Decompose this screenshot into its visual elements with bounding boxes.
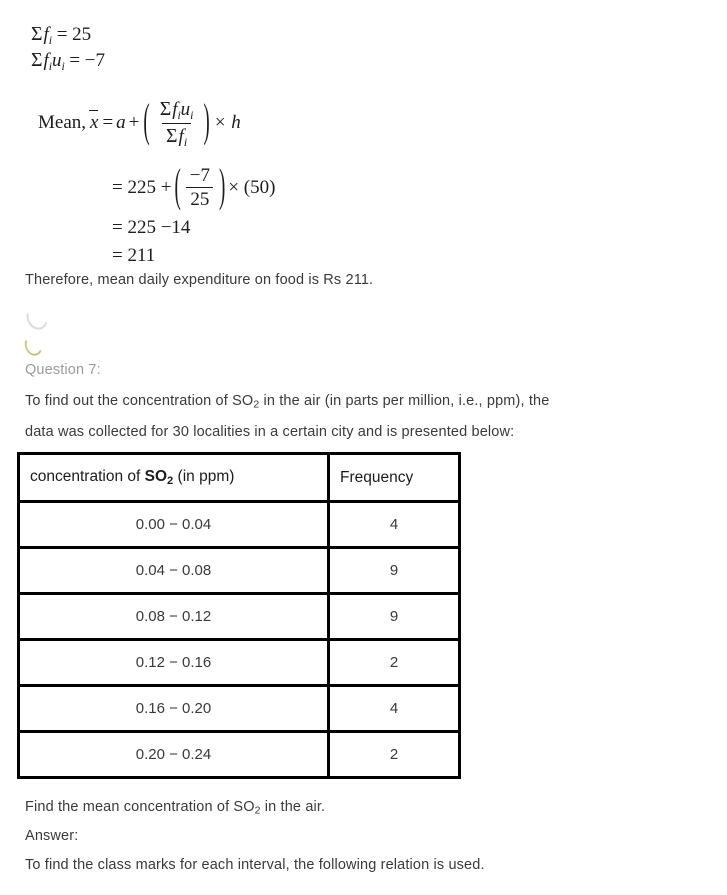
subscript-i: i	[190, 108, 194, 122]
table-row	[19, 640, 460, 686]
cell-interval: 0.08 − 0.12	[19, 594, 329, 640]
header-so2-subscript: 2	[167, 474, 174, 487]
frequency-distribution-table	[17, 452, 461, 779]
variable-f: f	[43, 24, 49, 45]
subscript-i: i	[183, 135, 187, 149]
question-body-line-1	[25, 393, 549, 411]
cell-interval: 0.16 − 0.20	[19, 686, 329, 732]
table-row	[19, 732, 460, 778]
x-bar-symbol: x	[90, 112, 99, 134]
question-body-line-2: data was collected for 30 localities in a certain city and is presented below:	[25, 424, 515, 440]
equals-sign: =	[102, 112, 114, 134]
table-header-row	[19, 454, 460, 502]
subscript-i: i	[48, 59, 52, 73]
cell-interval: 0.20 − 0.24	[19, 732, 329, 778]
fraction-denominator	[162, 123, 191, 149]
variable-u: u	[180, 99, 191, 120]
sigma-glyph: Σ	[159, 98, 172, 120]
subscript-i: i	[48, 33, 52, 47]
sigma-glyph: Σ	[31, 49, 43, 71]
table-row	[19, 686, 460, 732]
table-row	[19, 502, 460, 548]
mean-label: Mean,	[38, 112, 87, 134]
find-mean-prefix: Find the mean concentration of SO	[25, 799, 255, 815]
class-marks-text: To find the class marks for each interval, the following relation is used.	[25, 857, 485, 873]
table-row	[19, 548, 460, 594]
subscript-i: i	[61, 59, 65, 73]
cell-frequency: 4	[329, 686, 460, 732]
find-mean-suffix: in the air.	[260, 799, 326, 815]
conclusion-text: Therefore, mean daily expenditure on food is Rs 211.	[25, 272, 374, 288]
sum-fiui-equation	[31, 49, 105, 74]
table-row	[19, 594, 460, 640]
cell-interval: 0.00 − 0.04	[19, 502, 329, 548]
scan-artifact-gray	[23, 303, 52, 334]
left-paren: (	[143, 96, 150, 148]
header-prefix: concentration of	[30, 468, 145, 486]
scan-artifact-olive	[22, 333, 45, 359]
so2-subscript: 2	[253, 399, 260, 411]
sum-fi-equation	[31, 23, 91, 48]
fraction-numerator	[156, 98, 198, 123]
plus-sign: +	[128, 112, 140, 134]
fraction-denominator: 25	[186, 187, 213, 210]
variable-f: f	[172, 99, 178, 120]
sum-fiui-value: = −7	[69, 50, 106, 71]
variable-u: u	[51, 50, 62, 71]
question-text-prefix: To find out the concentration of SO	[25, 393, 254, 409]
answer-label: Answer:	[25, 828, 79, 844]
find-mean-instruction	[25, 799, 325, 817]
fraction-sum-ratio	[156, 98, 198, 149]
fraction-minus-seven-over-25	[186, 165, 214, 211]
cell-frequency: 9	[329, 594, 460, 640]
variable-f: f	[178, 125, 184, 147]
times-h-term: × h	[213, 112, 241, 134]
table-body	[19, 454, 460, 778]
step1-tail: × (50)	[228, 176, 276, 198]
header-suffix: (in ppm)	[173, 468, 235, 486]
header-cell-concentration	[19, 454, 329, 502]
sum-fi-value: = 25	[56, 24, 92, 45]
cell-frequency: 2	[329, 640, 460, 686]
calculation-step-3: = 211	[112, 245, 156, 266]
left-paren: (	[174, 160, 181, 213]
cell-frequency: 2	[329, 732, 460, 778]
header-cell-frequency: Frequency	[329, 454, 460, 502]
header-so2: SO	[144, 468, 168, 486]
sigma-glyph: Σ	[166, 124, 178, 147]
question-text-suffix: in the air (in parts per million, i.e., ppm), the	[259, 393, 550, 409]
cell-interval: 0.12 − 0.16	[19, 640, 329, 686]
sigma-glyph: Σ	[31, 23, 43, 45]
calculation-step-1	[112, 160, 276, 213]
fraction-numerator: −7	[189, 165, 210, 186]
cell-frequency: 4	[329, 502, 460, 548]
variable-a: a	[116, 112, 126, 134]
variable-f: f	[43, 50, 49, 71]
right-paren: )	[203, 96, 210, 148]
cell-frequency: 9	[329, 548, 460, 594]
so2-subscript: 2	[254, 805, 261, 817]
cell-interval: 0.04 − 0.08	[19, 548, 329, 594]
subscript-i: i	[177, 108, 181, 122]
right-paren: )	[218, 160, 226, 213]
step1-lead: = 225 +	[112, 176, 172, 198]
calculation-step-2: = 225 −14	[112, 217, 191, 238]
question-label: Question 7:	[25, 362, 101, 378]
mean-formula	[38, 98, 241, 149]
